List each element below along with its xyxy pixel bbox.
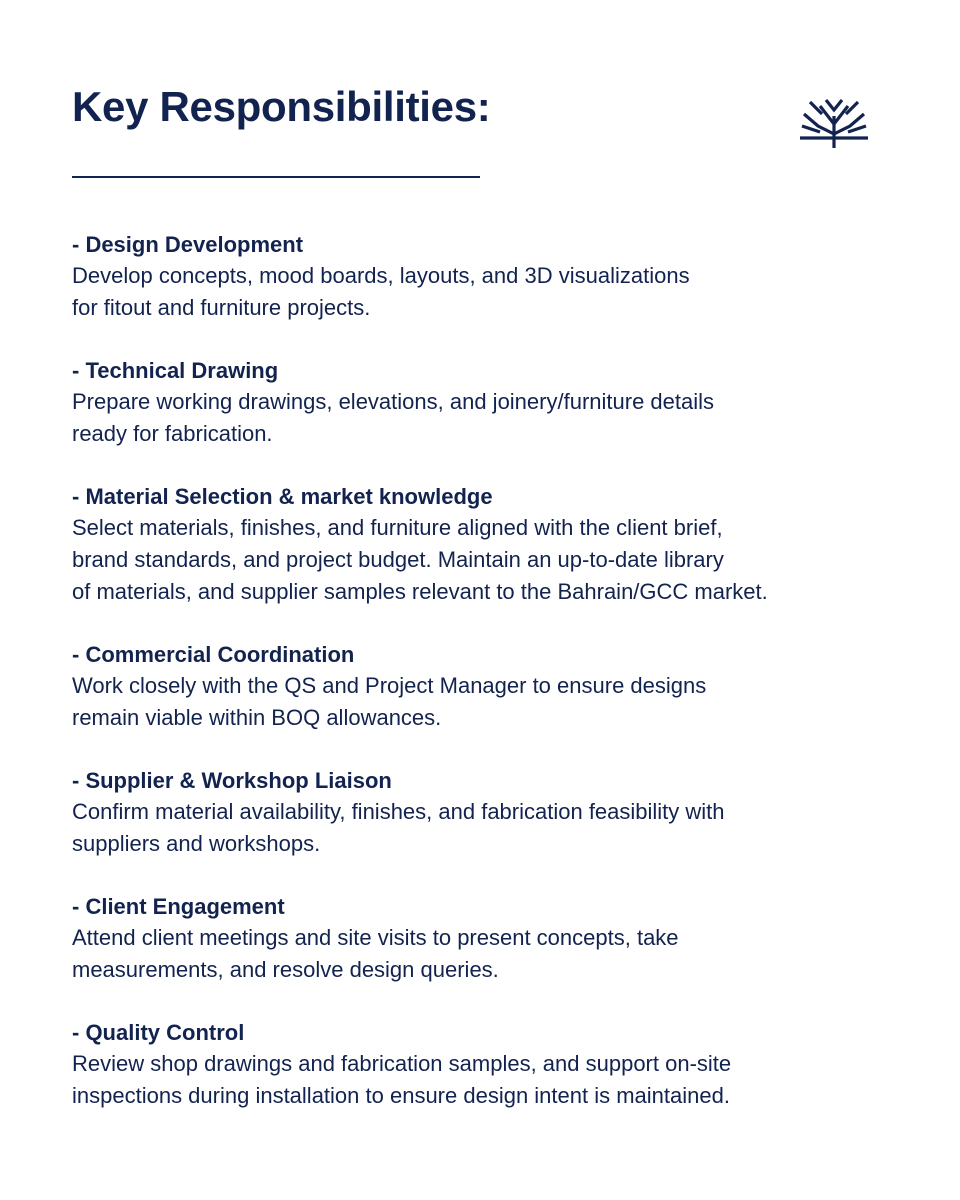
responsibility-description — [72, 796, 902, 860]
responsibility-item — [72, 482, 902, 608]
responsibility-description — [72, 922, 902, 986]
description-line: Prepare working drawings, elevations, and joinery/furniture details — [72, 389, 715, 414]
responsibility-item — [72, 766, 902, 860]
responsibility-item — [72, 230, 902, 324]
responsibility-title: - Technical Drawing — [72, 358, 279, 383]
responsibility-description — [72, 260, 902, 324]
description-line: suppliers and workshops. — [72, 831, 321, 856]
description-line: Review shop drawings and fabrication samples, and support on-site — [72, 1051, 732, 1076]
description-line: of materials, and supplier samples relevant to the Bahrain/GCC market. — [72, 579, 768, 604]
responsibility-item — [72, 1018, 902, 1112]
description-line: ready for fabrication. — [72, 421, 273, 446]
responsibility-item — [72, 892, 902, 986]
responsibility-title: - Commercial Coordination — [72, 642, 355, 667]
description-line: measurements, and resolve design queries. — [72, 957, 499, 982]
description-line: Work closely with the QS and Project Manager to ensure designs — [72, 673, 707, 698]
description-line: for fitout and furniture projects. — [72, 295, 371, 320]
responsibility-title: - Design Development — [72, 232, 304, 257]
description-line: Develop concepts, mood boards, layouts, and 3D visualizations — [72, 263, 690, 288]
responsibility-description — [72, 512, 902, 608]
title-divider — [72, 176, 480, 178]
responsibility-title: - Material Selection & market knowledge — [72, 484, 493, 509]
responsibility-description — [72, 670, 902, 734]
page-title: Key Responsibilities: — [72, 83, 491, 130]
responsibility-title: - Quality Control — [72, 1020, 245, 1045]
responsibility-item — [72, 640, 902, 734]
tree-leaf-logo-icon — [800, 94, 868, 148]
responsibility-title: - Supplier & Workshop Liaison — [72, 768, 392, 793]
description-line: Attend client meetings and site visits to present concepts, take — [72, 925, 679, 950]
description-line: Confirm material availability, finishes, and fabrication feasibility with — [72, 799, 725, 824]
description-line: remain viable within BOQ allowances. — [72, 705, 442, 730]
responsibility-description — [72, 386, 902, 450]
responsibility-title: - Client Engagement — [72, 894, 285, 919]
description-line: brand standards, and project budget. Maintain an up-to-date library — [72, 547, 724, 572]
responsibilities-list — [72, 230, 902, 1144]
description-line: Select materials, finishes, and furniture aligned with the client brief, — [72, 515, 723, 540]
description-line: inspections during installation to ensure design intent is maintained. — [72, 1083, 730, 1108]
responsibility-description — [72, 1048, 902, 1112]
responsibility-item — [72, 356, 902, 450]
